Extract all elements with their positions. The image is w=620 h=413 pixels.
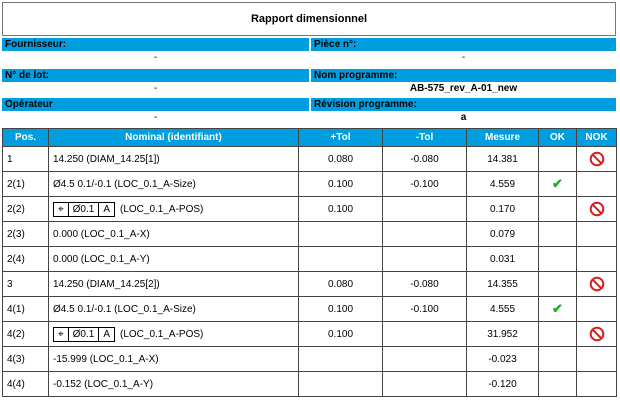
col-header-nok: NOK: [577, 129, 617, 147]
col-header-ok: OK: [539, 129, 577, 147]
row-pos: 1: [3, 147, 49, 172]
table-row: [3, 297, 617, 322]
row-pos: 4(2): [3, 322, 49, 347]
col-header-nominal: Nominal (identifiant): [49, 129, 299, 147]
row-ok: [539, 297, 577, 322]
position-symbol-icon: ⌖: [54, 328, 69, 341]
row-minus-tol: [383, 197, 467, 222]
table-row: [3, 372, 617, 397]
piece-label: Pièce n°:: [311, 38, 616, 51]
nominal-text: -15.999 (LOC_0.1_A-X): [53, 353, 159, 365]
row-plus-tol: [299, 247, 383, 272]
row-nominal: [49, 147, 299, 172]
table-row: [3, 347, 617, 372]
row-mesure: -0.120: [467, 372, 539, 397]
feature-control-frame: [53, 327, 115, 342]
row-nok: [577, 372, 617, 397]
revision-value: a: [460, 112, 467, 123]
measurement-table: [2, 128, 617, 397]
row-nominal: [49, 272, 299, 297]
table-row: [3, 247, 617, 272]
row-nok: [577, 172, 617, 197]
row-nominal: [49, 297, 299, 322]
row-pos: 2(2): [3, 197, 49, 222]
row-ok: [539, 222, 577, 247]
table-row: [3, 147, 617, 172]
row-mesure: -0.023: [467, 347, 539, 372]
nominal-content: [53, 154, 294, 165]
table-row: [3, 272, 617, 297]
row-mesure: 14.381: [467, 147, 539, 172]
row-plus-tol: 0.100: [299, 322, 383, 347]
prohibited-icon: [589, 326, 605, 342]
row-ok: [539, 322, 577, 347]
fournisseur-value: -: [153, 52, 158, 63]
operateur-value: -: [153, 112, 158, 123]
row-plus-tol: [299, 372, 383, 397]
fournisseur-label: Fournisseur:: [2, 38, 309, 51]
row-plus-tol: [299, 347, 383, 372]
row-pos: 4(1): [3, 297, 49, 322]
row-plus-tol: 0.100: [299, 172, 383, 197]
nominal-content: [53, 229, 294, 240]
row-ok: [539, 372, 577, 397]
table-row: [3, 222, 617, 247]
nominal-content: [53, 202, 294, 217]
lot-value: -: [153, 83, 158, 94]
piece-value: -: [461, 52, 466, 63]
row-nok: [577, 222, 617, 247]
row-nok: [577, 147, 617, 172]
row-nominal: [49, 197, 299, 222]
table-header-row: [3, 129, 617, 147]
prohibited-icon: [589, 201, 605, 217]
nominal-content: [53, 254, 294, 265]
row-pos: 4(3): [3, 347, 49, 372]
row-ok: [539, 147, 577, 172]
row-ok: [539, 247, 577, 272]
row-plus-tol: 0.100: [299, 197, 383, 222]
nominal-text: -0.152 (LOC_0.1_A-Y): [53, 378, 154, 390]
row-nominal: [49, 247, 299, 272]
row-minus-tol: -0.080: [383, 147, 467, 172]
col-header-minus-tol: -Tol: [383, 129, 467, 147]
row-nominal: [49, 322, 299, 347]
nominal-content: [53, 379, 294, 390]
report-header-info: [2, 38, 616, 125]
nominal-content: [53, 279, 294, 290]
row-nominal: [49, 372, 299, 397]
fcf-cell: Ø0.1: [69, 328, 100, 341]
row-mesure: 14.355: [467, 272, 539, 297]
row-nok: [577, 297, 617, 322]
table-row: [3, 197, 617, 222]
nominal-text: Ø4.5 0.1/-0.1 (LOC_0.1_A-Size): [53, 303, 196, 315]
prohibited-icon: [589, 276, 605, 292]
nominal-text: 0.000 (LOC_0.1_A-X): [53, 228, 150, 240]
check-icon: ✔: [552, 176, 563, 191]
nominal-text: (LOC_0.1_A-POS): [120, 203, 204, 215]
row-minus-tol: [383, 347, 467, 372]
row-mesure: 0.031: [467, 247, 539, 272]
fcf-cell: A: [103, 328, 110, 340]
row-minus-tol: [383, 372, 467, 397]
programme-value: AB-575_rev_A-01_new: [409, 83, 518, 94]
nominal-content: [53, 179, 294, 190]
row-nok: [577, 322, 617, 347]
row-pos: 2(4): [3, 247, 49, 272]
row-ok: [539, 347, 577, 372]
row-nok: [577, 347, 617, 372]
col-header-plus-tol: +Tol: [299, 129, 383, 147]
nominal-content: [53, 354, 294, 365]
row-nominal: [49, 172, 299, 197]
row-minus-tol: [383, 247, 467, 272]
row-pos: 2(3): [3, 222, 49, 247]
row-mesure: 4.555: [467, 297, 539, 322]
row-ok: [539, 272, 577, 297]
revision-label: Révision programme:: [311, 98, 616, 111]
report-title: Rapport dimensionnel: [2, 2, 616, 36]
row-minus-tol: -0.080: [383, 272, 467, 297]
nominal-text: 14.250 (DIAM_14.25[2]): [53, 278, 160, 290]
prohibited-icon: [589, 151, 605, 167]
row-ok: [539, 172, 577, 197]
row-minus-tol: [383, 322, 467, 347]
row-mesure: 4.559: [467, 172, 539, 197]
nominal-text: (LOC_0.1_A-POS): [120, 328, 204, 340]
col-header-mesure: Mesure: [467, 129, 539, 147]
nominal-text: 14.250 (DIAM_14.25[1]): [53, 153, 160, 165]
row-nominal: [49, 222, 299, 247]
fcf-cell: A: [103, 203, 110, 215]
table-row: [3, 172, 617, 197]
col-header-pos: Pos.: [3, 129, 49, 147]
row-nok: [577, 197, 617, 222]
fcf-cell: Ø0.1: [69, 203, 100, 216]
nominal-text: 0.000 (LOC_0.1_A-Y): [53, 253, 150, 265]
row-minus-tol: -0.100: [383, 297, 467, 322]
row-nominal: [49, 347, 299, 372]
row-plus-tol: 0.080: [299, 272, 383, 297]
row-nok: [577, 272, 617, 297]
nominal-text: Ø4.5 0.1/-0.1 (LOC_0.1_A-Size): [53, 178, 196, 190]
row-plus-tol: [299, 222, 383, 247]
row-nok: [577, 247, 617, 272]
row-mesure: 0.170: [467, 197, 539, 222]
row-ok: [539, 197, 577, 222]
programme-label: Nom programme:: [311, 69, 616, 82]
nominal-content: [53, 327, 294, 342]
nominal-content: [53, 304, 294, 315]
row-plus-tol: 0.100: [299, 297, 383, 322]
row-mesure: 0.079: [467, 222, 539, 247]
row-pos: 2(1): [3, 172, 49, 197]
check-icon: ✔: [552, 301, 563, 316]
row-mesure: 31.952: [467, 322, 539, 347]
row-pos: 4(4): [3, 372, 49, 397]
row-minus-tol: [383, 222, 467, 247]
feature-control-frame: [53, 202, 115, 217]
table-row: [3, 322, 617, 347]
lot-label: N° de lot:: [2, 69, 309, 82]
row-plus-tol: 0.080: [299, 147, 383, 172]
row-minus-tol: -0.100: [383, 172, 467, 197]
operateur-label: Opérateur: [2, 98, 309, 111]
row-pos: 3: [3, 272, 49, 297]
position-symbol-icon: ⌖: [54, 203, 69, 216]
